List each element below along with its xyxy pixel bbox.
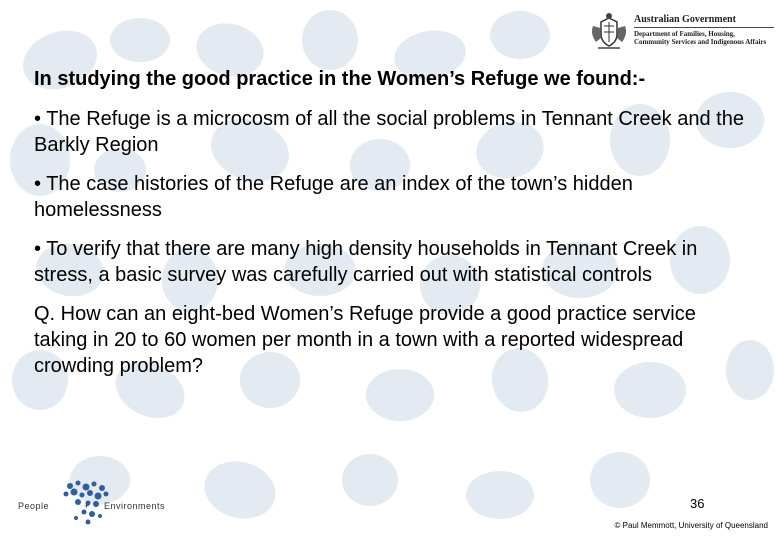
slide-content [34, 66, 754, 392]
bullet-paragraph-3: • To verify that there are many high density households in Tennant Creek in stress, a basic survey was carefully carried out with statistical controls [34, 238, 698, 286]
page-number: 36 [690, 496, 705, 511]
logo-plus-sign: + [84, 501, 90, 511]
coat-of-arms-icon [588, 12, 630, 52]
copyright-notice: © Paul Memmott, University of Queensland [614, 521, 768, 530]
government-name: Australian Government [634, 14, 736, 25]
question-paragraph: Q. How can an eight-bed Women’s Refuge provide a good practice service taking in 20 to 60 women per month in a town with a reported widespread crowding problem? [34, 303, 696, 377]
department-line-1: Department of Families, Housing, [634, 30, 735, 38]
bullet-paragraph-1: • The Refuge is a microcosm of all the social problems in Tennant Creek and the Barkly Region [34, 108, 744, 156]
department-name [634, 30, 766, 46]
logo-word-environments: Environments [104, 501, 166, 511]
people-environments-logo [18, 478, 178, 528]
header-divider [634, 27, 774, 28]
government-logo [588, 10, 778, 54]
slide-heading: In studying the good practice in the Women’s Refuge we found:- [34, 68, 646, 90]
bullet-paragraph-2: • The case histories of the Refuge are an index of the town’s hidden homelessness [34, 173, 633, 221]
department-line-2: Community Services and Indigenous Affairs [634, 38, 767, 46]
logo-word-people: People [18, 501, 50, 511]
